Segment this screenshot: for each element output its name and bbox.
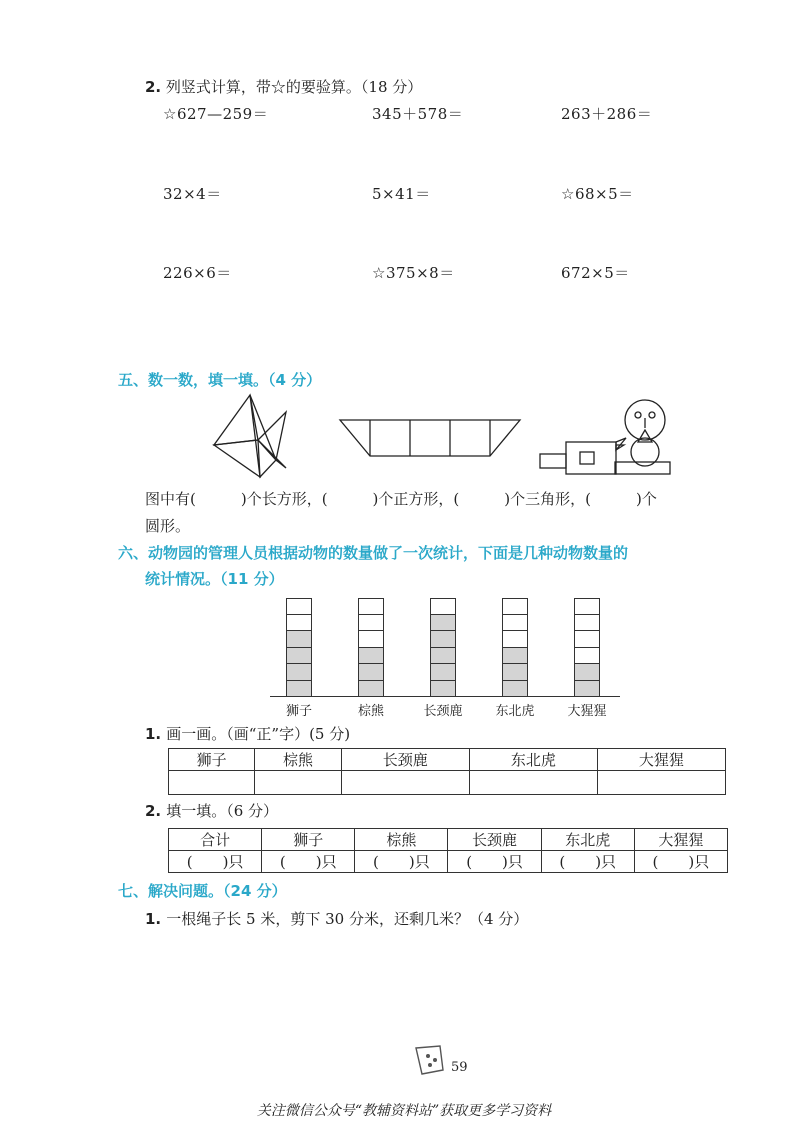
tally-cell[interactable] [169,771,255,795]
tally-header: 长颈鹿 [341,749,469,771]
tally-header: 棕熊 [255,749,341,771]
s7-q1-number: 1. [145,910,162,928]
count-answer-row [169,851,728,873]
bar-cell-empty [502,615,528,631]
triangle-shape [250,395,276,477]
bar-cell-empty [286,615,312,631]
x-tick-label: 长颈鹿 [423,704,463,719]
count-blank[interactable]: ( )只 [169,851,262,873]
x-tick-label: 东北虎 [495,704,535,719]
tally-header-row [169,749,726,771]
bar-cell-filled [502,681,528,697]
bar-column [574,598,600,697]
tally-cell[interactable] [469,771,597,795]
bar-cell-empty [286,598,312,615]
bar-cell-filled [358,664,384,680]
calc-item: 226×6＝ [163,264,232,282]
tally-cell[interactable] [341,771,469,795]
calc-item: ☆68×5＝ [561,185,634,203]
footer-note: 关注微信公众号“教辅资料站”获取更多学习资料 [256,1103,552,1119]
calc-item: 263＋286＝ [561,105,653,123]
tally-table [168,748,726,795]
animal-count-chart [270,590,620,720]
section-6-title-line1: 六、动物园的管理人员根据动物的数量做了一次统计，下面是几种动物数量的 [118,544,629,562]
bar-cell-empty [502,631,528,647]
x-tick-label: 大猩猩 [567,704,607,719]
count-header: 长颈鹿 [448,829,541,851]
x-tick-label: 棕熊 [357,704,384,719]
calc-item: 672×5＝ [561,264,630,282]
parallelogram-shape [340,420,520,456]
bar-cell-empty [574,631,600,647]
bar-cell-filled [358,648,384,664]
bar-cell-filled [430,664,456,680]
bar-column [286,598,312,697]
count-blank[interactable]: ( )只 [262,851,355,873]
s6-q1-title [145,723,350,744]
bar-cell-empty [358,598,384,615]
bar-cell-filled [502,664,528,680]
tally-cell[interactable] [255,771,341,795]
triangle-shape [258,412,286,460]
triangle-shape [214,395,258,445]
bar-cell-filled [574,681,600,697]
section-5-title: 五、数一数，填一填。（4 分） [118,371,322,389]
q2-number: 2. [145,78,162,96]
s7-q1 [145,908,528,929]
count-table [168,828,728,873]
calc-item: 5×41＝ [372,185,431,203]
triangle-shape [214,440,260,477]
bar-cell-empty [358,631,384,647]
bar-column [430,598,456,697]
x-tick-label: 狮子 [285,704,312,719]
count-blank[interactable]: ( )只 [634,851,727,873]
shapes-figure [200,390,690,490]
page-number: 59 [451,1060,468,1075]
count-header: 大猩猩 [634,829,727,851]
tally-header: 东北虎 [469,749,597,771]
rectangle-shape [540,454,566,468]
calc-item: 345＋578＝ [372,105,464,123]
s6-q1-number: 1. [145,725,162,743]
bar-cell-filled [358,681,384,697]
count-header: 合计 [169,829,262,851]
q2-title-text: 列竖式计算，带☆的要验算。（18 分） [165,78,423,96]
tally-cell[interactable] [597,771,725,795]
bar-cell-empty [574,648,600,664]
pencil-deco-icon [410,1040,448,1078]
bar-cell-filled [286,631,312,647]
section-5-line2: 圆形。 [145,517,191,535]
s6-q2-number: 2. [145,802,162,820]
bar-cell-filled [286,648,312,664]
section-6-title-line2: 统计情况。（11 分） [145,570,284,588]
s7-q1-text: 一根绳子长 5 米，剪下 30 分米，还剩几米？（4 分） [166,910,529,928]
bar-cell-filled [430,681,456,697]
bar-cell-filled [286,664,312,680]
count-blank[interactable]: ( )只 [541,851,634,873]
bar-cell-filled [502,648,528,664]
bar-cell-filled [430,631,456,647]
bar-cell-filled [430,648,456,664]
bar-cell-empty [574,615,600,631]
rectangle-shape [615,462,670,474]
section-7-title: 七、解决问题。（24 分） [118,882,287,900]
count-header-row [169,829,728,851]
s6-q2-title [145,800,278,821]
bar-cell-empty [574,598,600,615]
count-header: 棕熊 [355,829,448,851]
count-header: 东北虎 [541,829,634,851]
bar-cell-empty [430,598,456,615]
calc-item: ☆375×8＝ [372,264,455,282]
rectangle-shape [566,442,616,474]
q2-title [145,76,422,97]
s6-q1-text: 画一画。（画“正”字）(5 分) [166,725,351,743]
s6-q2-text: 填一填。（6 分） [166,802,279,820]
calc-item: ☆627—259＝ [163,105,269,123]
bar-cell-filled [430,615,456,631]
bar-cell-filled [574,664,600,680]
section-5-line1: 图中有( )个长方形，( )个正方形，( )个三角形，( )个 [145,490,657,508]
count-header: 狮子 [262,829,355,851]
bar-column [358,598,384,697]
bar-cell-filled [286,681,312,697]
bar-column [502,598,528,697]
bar-cell-empty [358,615,384,631]
count-blank[interactable]: ( )只 [448,851,541,873]
calc-item: 32×4＝ [163,185,222,203]
tally-input-row [169,771,726,795]
square-shape [580,452,594,464]
tally-header: 大猩猩 [597,749,725,771]
tally-header: 狮子 [169,749,255,771]
count-blank[interactable]: ( )只 [355,851,448,873]
bar-cell-empty [502,598,528,615]
